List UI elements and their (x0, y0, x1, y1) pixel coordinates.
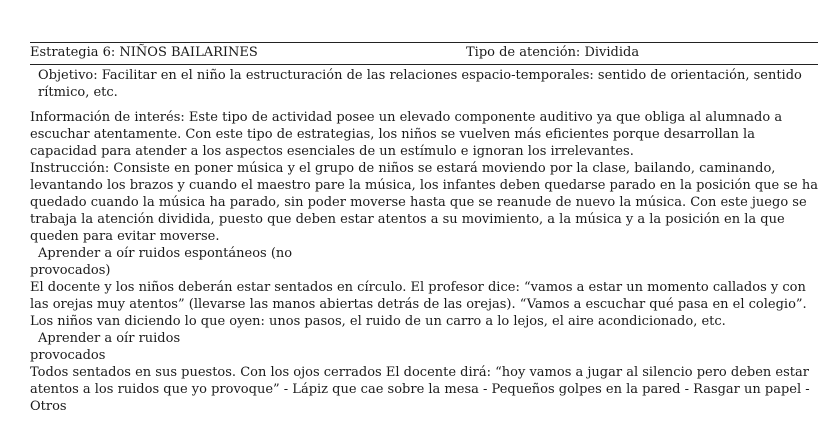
others-label: Otros (30, 399, 67, 414)
subsection-2-title-line2: provocados (30, 348, 106, 363)
strategy-body (30, 67, 818, 415)
subsection-1-text: El docente y los niños deberán estar sentados en círculo. El profesor dice: “vamos a estar un momento callados y con las orejas muy atentos” (llevarse las manos abiertas detrás de las orejas). “Vamos a escuchar qué pasa en el colegio”. Los niños van diciendo lo que oyen: unos pasos, el ruido de un carro a lo lejos, el aire acondicionado, etc. (30, 280, 807, 329)
attention-type: Tipo de atención: Dividida (466, 45, 640, 60)
strategy-header (30, 44, 818, 62)
top-rule (30, 42, 818, 43)
subsection-1-title-line2: provocados) (30, 263, 111, 278)
subsection-1-title-line1: Aprender a oír ruidos espontáneos (no (38, 246, 293, 261)
instruction-paragraph: Instrucción: Consiste en poner música y el grupo de niños se estará moviendo por la clase, bailando, caminando, levantando los brazos y cuando el maestro pare la música, los infantes deben quedarse parado en la posición que se ha quedado cuando la música ha parado, sin poder moverse hasta que se reanude de nuevo la música. Con este juego se trabaja la atención dividida, puesto que deben estar atentos a su movimiento, a la música y a la posición en la que queden para evitar moverse. (30, 161, 818, 244)
interest-info-paragraph: Información de interés: Este tipo de actividad posee un elevado componente auditivo ya que obliga al alumnado a escuchar atentamente. Con este tipo de estrategias, los niños se vuelven más eficientes porque desarrollan la capacidad para atender a los aspectos esenciales de un estímulo e ignoran los irrelevantes. (30, 110, 783, 159)
subsection-2-text: Todos sentados en sus puestos. Con los ojos cerrados El docente dirá: “hoy vamos a jugar al silencio pero deben estar atentos a los ruidos que yo provoque” - Lápiz que cae sobre la mesa - Pequeños golpes en la pared - Rasgar un papel - (30, 365, 810, 397)
objective-paragraph: Objetivo: Facilitar en el niño la estructuración de las relaciones espacio-temporales: sentido de orientación, sentido rítmico, etc. (38, 68, 802, 100)
header-bottom-rule (30, 64, 818, 65)
subsection-2-title-line1: Aprender a oír ruidos (38, 331, 181, 346)
strategy-title: Estrategia 6: NIÑOS BAILARINES (30, 45, 258, 60)
